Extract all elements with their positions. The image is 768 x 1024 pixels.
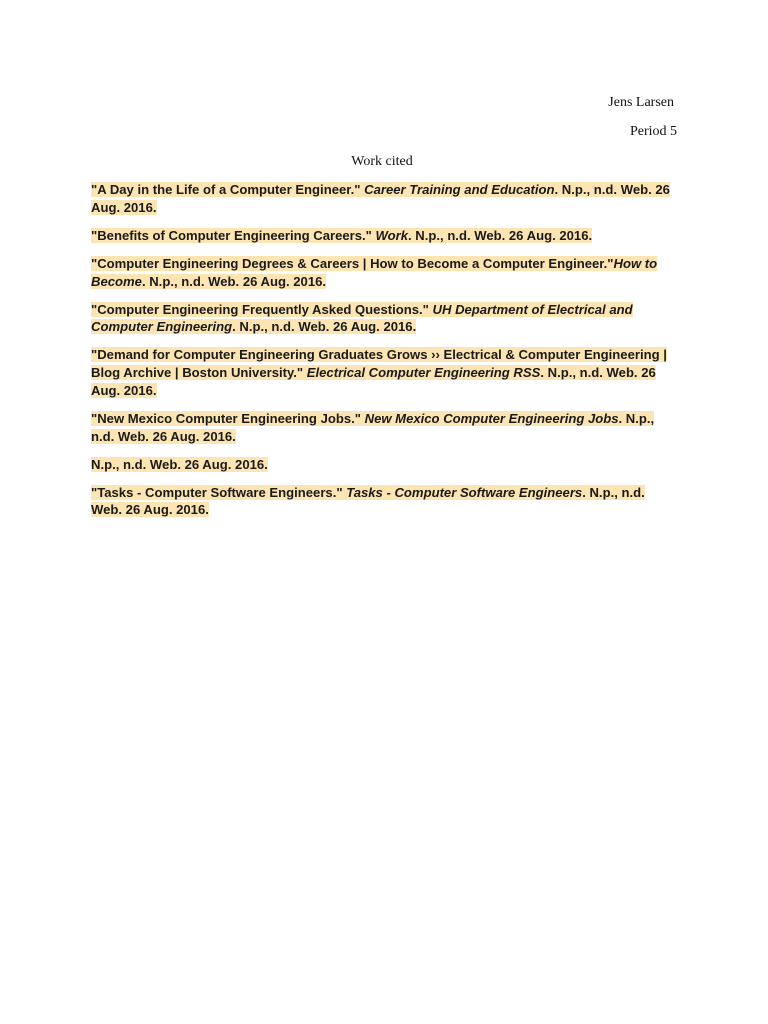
citation-details: . N.p., n.d. Web. 26 Aug. 2016. xyxy=(91,484,645,518)
citation-title: "Demand for Computer Engineering Graduates Grows ›› Electrical & Computer Engineering | Blog Archive | Boston University." xyxy=(91,347,667,381)
citation-item xyxy=(91,410,677,446)
citation-highlight xyxy=(91,347,667,398)
citation-highlight xyxy=(91,457,268,472)
citation-details: . N.p., n.d. Web. 26 Aug. 2016. xyxy=(232,319,417,335)
citation-item xyxy=(91,181,677,217)
citation-title: "New Mexico Computer Engineering Jobs." xyxy=(91,410,365,426)
citation-title: "Benefits of Computer Engineering Careers." xyxy=(91,227,376,243)
citation-source: Career Training and Education xyxy=(364,182,555,197)
citation-details: N.p., n.d. Web. 26 Aug. 2016. xyxy=(91,456,268,472)
citation-details: . N.p., n.d. Web. 26 Aug. 2016. xyxy=(91,410,655,444)
citation-highlight xyxy=(91,302,633,335)
citation-highlight xyxy=(91,485,645,518)
class-period: Period 5 xyxy=(629,124,677,139)
citation-item xyxy=(91,346,677,399)
citation-details: . N.p., n.d. Web. 26 Aug. 2016. xyxy=(408,227,593,243)
citation-source: Work xyxy=(375,227,409,243)
citation-source: How to Become xyxy=(91,255,658,289)
citation-highlight xyxy=(91,228,592,243)
citation-title: "A Day in the Life of a Computer Engineer." xyxy=(91,182,365,197)
citation-item xyxy=(91,484,677,520)
citation-source: Electrical Computer Engineering RSS xyxy=(306,365,541,381)
citation-highlight xyxy=(91,256,657,289)
citation-item xyxy=(91,255,677,291)
citation-item xyxy=(91,227,677,245)
citation-highlight xyxy=(91,411,654,444)
citation-list xyxy=(91,181,677,529)
page-title: Work cited xyxy=(351,154,413,169)
citation-source: UH Department of Electrical and Computer Engineering xyxy=(91,301,633,335)
citation-item xyxy=(91,301,677,337)
citation-source: New Mexico Computer Engineering Jobs xyxy=(364,410,619,426)
citation-title: "Computer Engineering Frequently Asked Questions." xyxy=(91,301,433,317)
citation-title: "Tasks - Computer Software Engineers." xyxy=(91,484,347,500)
citation-details: . N.p., n.d. Web. 26 Aug. 2016. xyxy=(91,182,670,215)
author-name: Jens Larsen xyxy=(608,95,674,110)
citation-item xyxy=(91,456,677,474)
citation-details: . N.p., n.d. Web. 26 Aug. 2016. xyxy=(141,273,327,289)
citation-details: . N.p., n.d. Web. 26 Aug. 2016. xyxy=(91,365,656,398)
citation-title: "Computer Engineering Degrees & Careers | How to Become a Computer Engineer." xyxy=(91,255,614,271)
citation-source: Tasks - Computer Software Engineers xyxy=(346,484,583,500)
citation-highlight xyxy=(91,182,670,215)
